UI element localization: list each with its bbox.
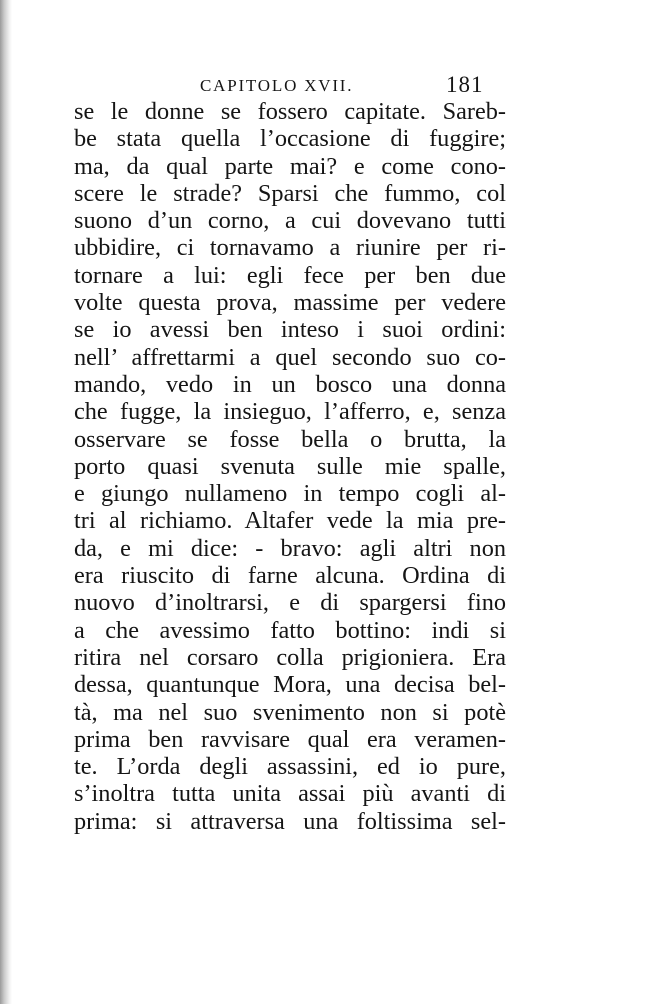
body-text [74,98,506,835]
text-line: porto quasi svenuta sulle mie spalle, [74,452,506,480]
text-line: dessa, quantunque Mora, una decisa bel- [74,671,506,699]
text-line: prima ben ravvisare qual era veramen- [74,725,506,753]
text-line: era riuscito di farne alcuna. Ordina di [74,562,506,590]
text-line: che fugge, la insieguo, l’afferro, e, senza [74,398,506,426]
text-line: mando, vedo in un bosco una donna [74,370,506,398]
text-line: e giungo nullameno in tempo cogli al- [74,480,506,508]
text-line: ubbidire, ci tornavamo a riunire per ri- [74,234,506,262]
text-line: tà, ma nel suo svenimento non si potè [74,698,506,726]
text-line: se le donne se fossero capitate. Sareb- [74,98,506,125]
text-line: da, e mi dice: - bravo: agli altri non [74,534,506,562]
text-line: suono d’un corno, a cui dovevano tutti [74,207,506,235]
text-line: tri al richiamo. Altafer vede la mia pre- [74,507,506,535]
text-line: ritira nel corsaro colla prigioniera. Era [74,643,506,671]
text-line: te. L’orda degli assassini, ed io pure, [74,753,506,781]
text-line: nell’ affrettarmi a quel secondo suo co- [74,343,506,371]
text-line: be stata quella l’occasione di fuggire; [74,125,506,153]
text-line: ma, da qual parte mai? e come cono- [74,152,506,180]
text-line: se io avessi ben inteso i suoi ordini: [74,316,506,344]
running-title: CAPITOLO XVII. [200,76,354,95]
text-line: s’inoltra tutta unita assai più avanti di [74,780,506,808]
page-number: 181 [446,72,484,97]
page-gutter-shadow [0,0,12,1004]
text-line: nuovo d’inoltrarsi, e di spargersi fino [74,589,506,617]
text-line: osservare se fosse bella o brutta, la [74,425,506,453]
text-line: prima: si attraversa una foltissima sel- [74,807,506,835]
text-line: a che avessimo fatto bottino: indi si [74,616,506,644]
text-line: volte questa prova, massime per vedere [74,289,506,317]
text-line: tornare a lui: egli fece per ben due [74,261,506,289]
text-line: scere le strade? Sparsi che fummo, col [74,179,506,207]
